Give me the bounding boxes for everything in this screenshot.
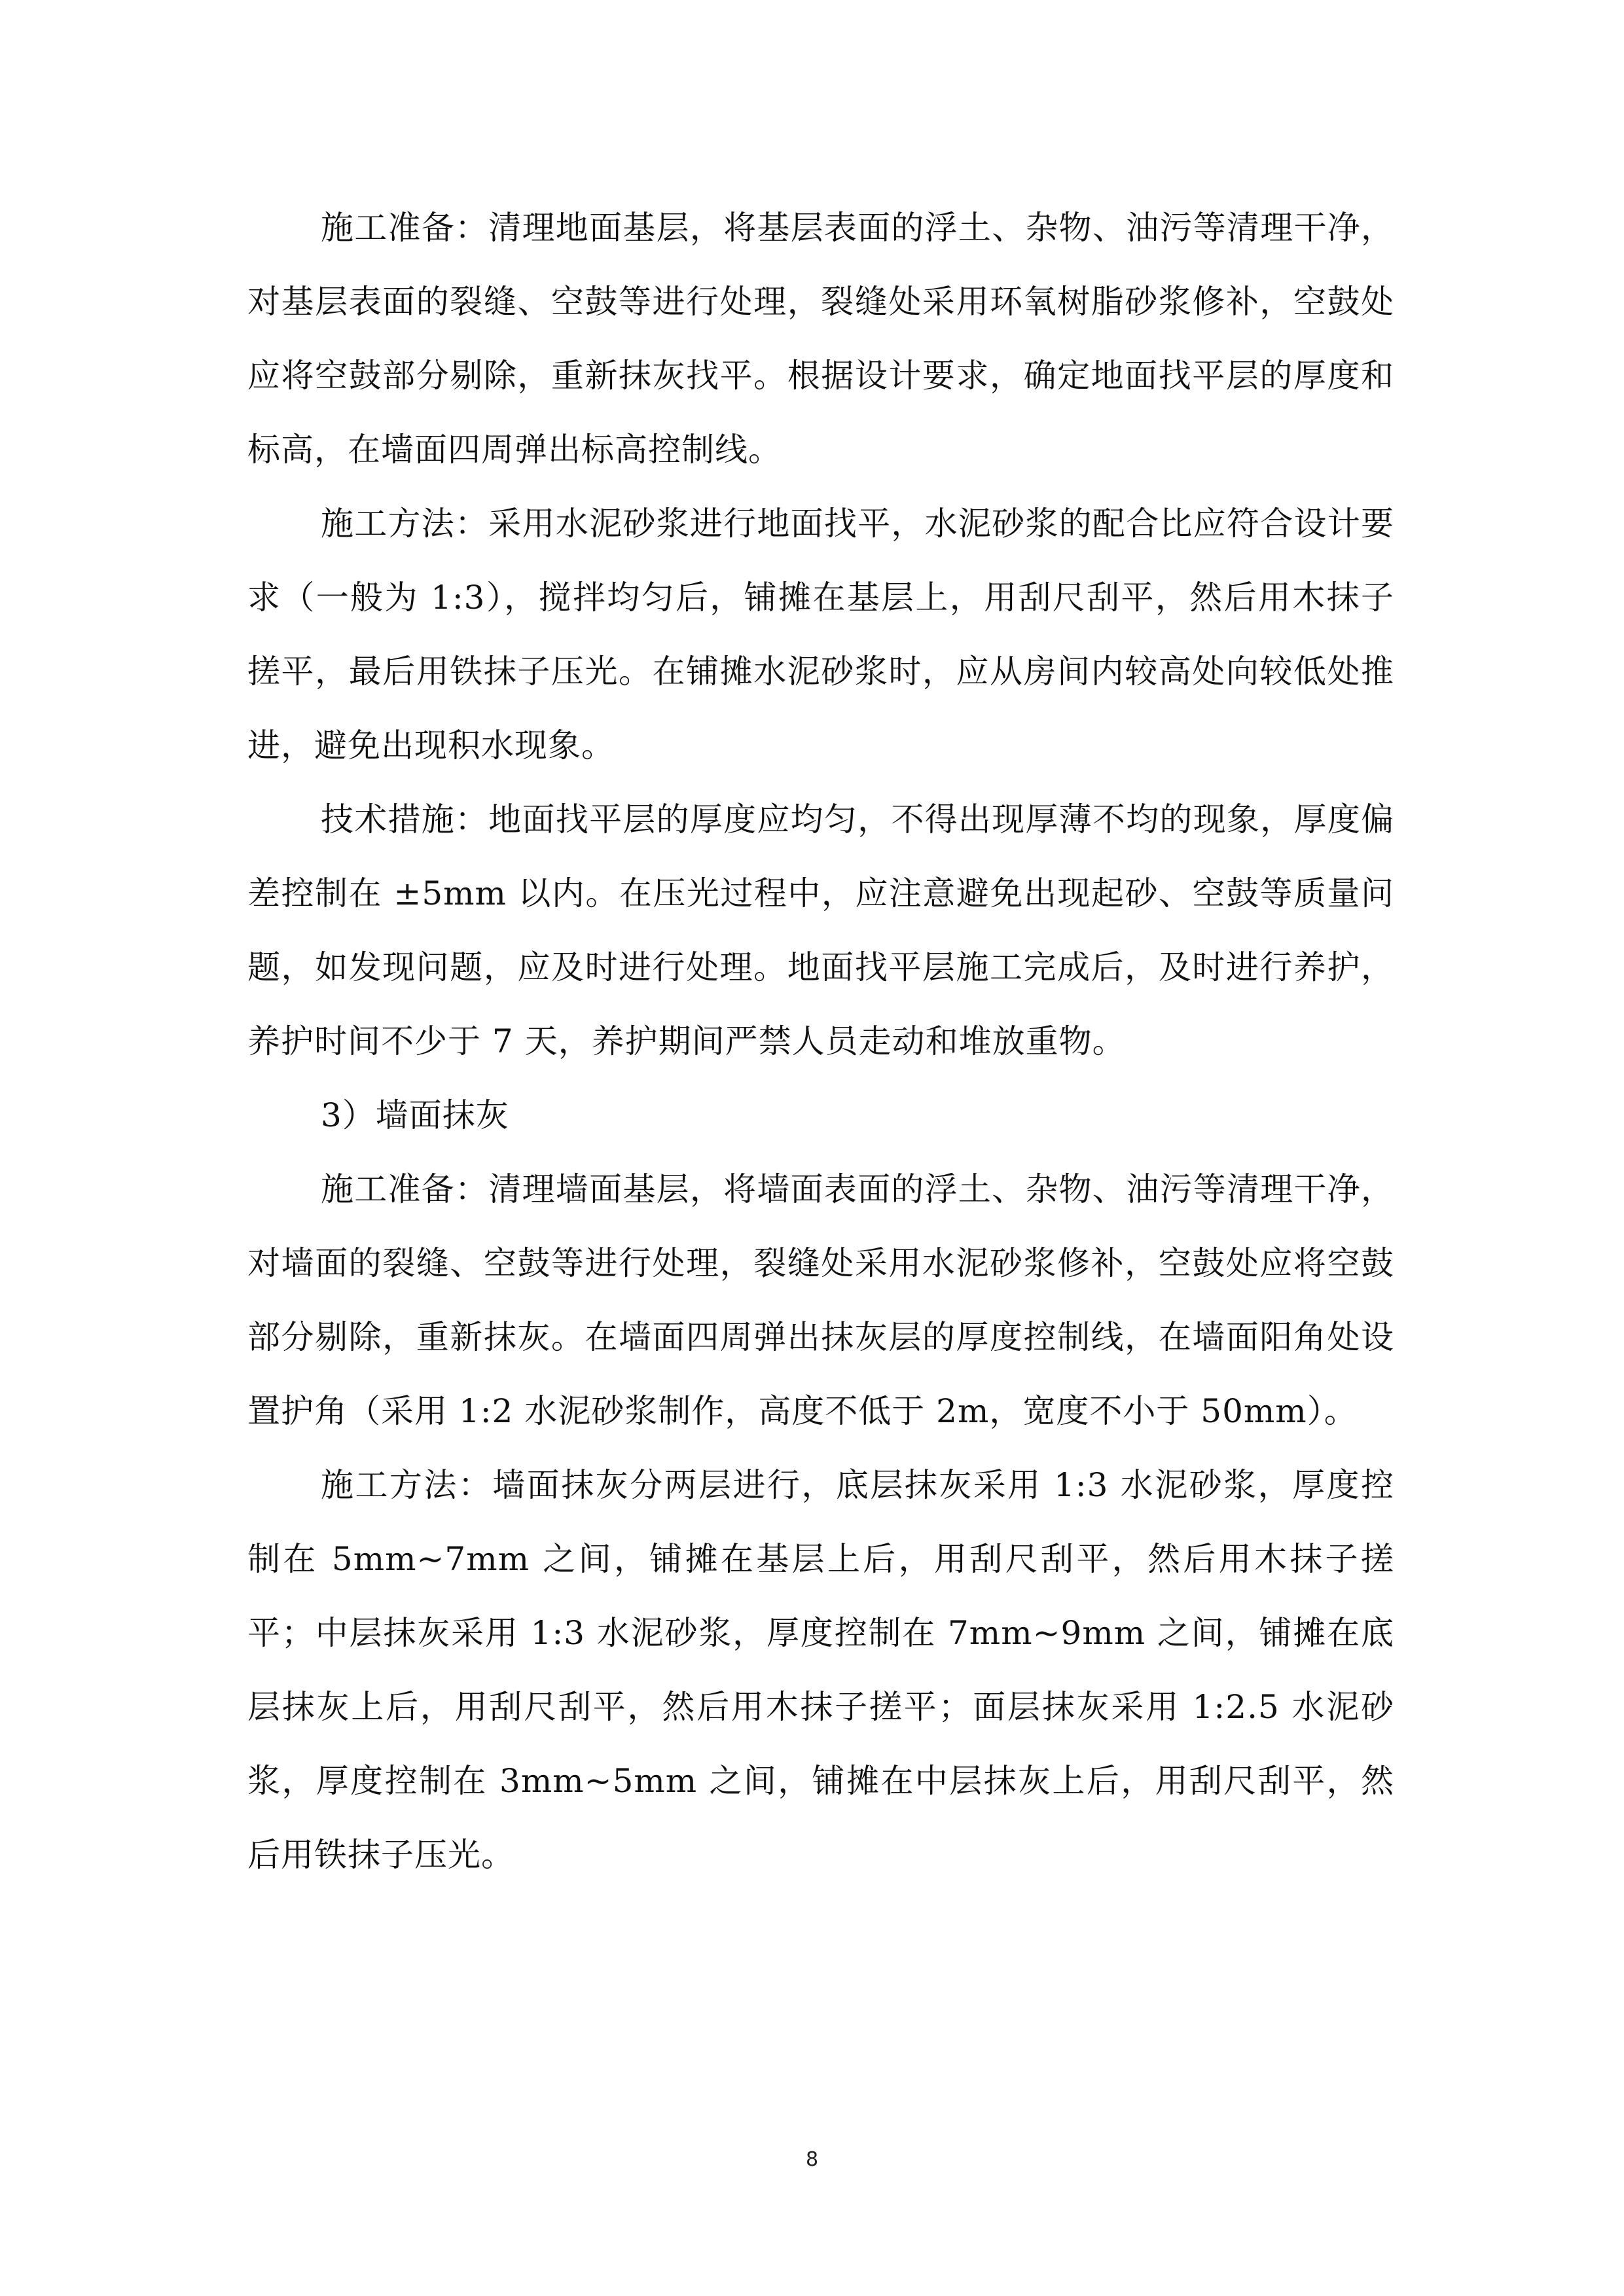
paragraph-wall-preparation: 施工准备：清理墙面基层，将墙面表面的浮土、杂物、油污等清理干净，对墙面的裂缝、空鼓等进行处理，裂缝处采用水泥砂浆修补，空鼓处应将空鼓部分剔除，重新抹灰。在墙面四周弹出抹灰层的厚度控制线，在墙面阳角处设置护角（采用 1:2 水泥砂浆制作，高度不低于 2m，宽度不小于 50mm）。	[247, 1170, 1394, 1430]
paragraph-floor-technical-measures: 技术措施：地面找平层的厚度应均匀，不得出现厚薄不均的现象，厚度偏差控制在 ±5mm 以内。在压光过程中，应注意避免出现起砂、空鼓等质量问题，如发现问题，应及时进行处理。地面找平层施工完成后，及时进行养护，养护时间不少于 7 天，养护期间严禁人员走动和堆放重物。	[247, 800, 1394, 1060]
page-body	[247, 191, 1394, 1892]
paragraph-wall-method: 施工方法：墙面抹灰分两层进行，底层抹灰采用 1:3 水泥砂浆，厚度控制在 5mm~7mm 之间，铺摊在基层上后，用刮尺刮平，然后用木抹子搓平；中层抹灰采用 1:3 水泥砂浆，厚度控制在 7mm~9mm 之间，铺摊在底层抹灰上后，用刮尺刮平，然后用木抹子搓平；面层抹灰采用 1:2.5 水泥砂浆，厚度控制在 3mm~5mm 之间，铺摊在中层抹灰上后，用刮尺刮平，然后用铁抹子压光。	[247, 1466, 1394, 1874]
page-number: 8	[805, 2148, 819, 2171]
paragraph-floor-preparation: 施工准备：清理地面基层，将基层表面的浮土、杂物、油污等清理干净，对基层表面的裂缝、空鼓等进行处理，裂缝处采用环氧树脂砂浆修补，空鼓处应将空鼓部分剔除，重新抹灰找平。根据设计要求，确定地面找平层的厚度和标高，在墙面四周弹出标高控制线。	[247, 209, 1394, 469]
paragraph-floor-method: 施工方法：采用水泥砂浆进行地面找平，水泥砂浆的配合比应符合设计要求（一般为 1:3），搅拌均匀后，铺摊在基层上，用刮尺刮平，然后用木抹子搓平，最后用铁抹子压光。在铺摊水泥砂浆时，应从房间内较高处向较低处推进，避免出现积水现象。	[247, 505, 1394, 764]
section-heading-wall-plastering: 3）墙面抹灰	[321, 1096, 509, 1134]
